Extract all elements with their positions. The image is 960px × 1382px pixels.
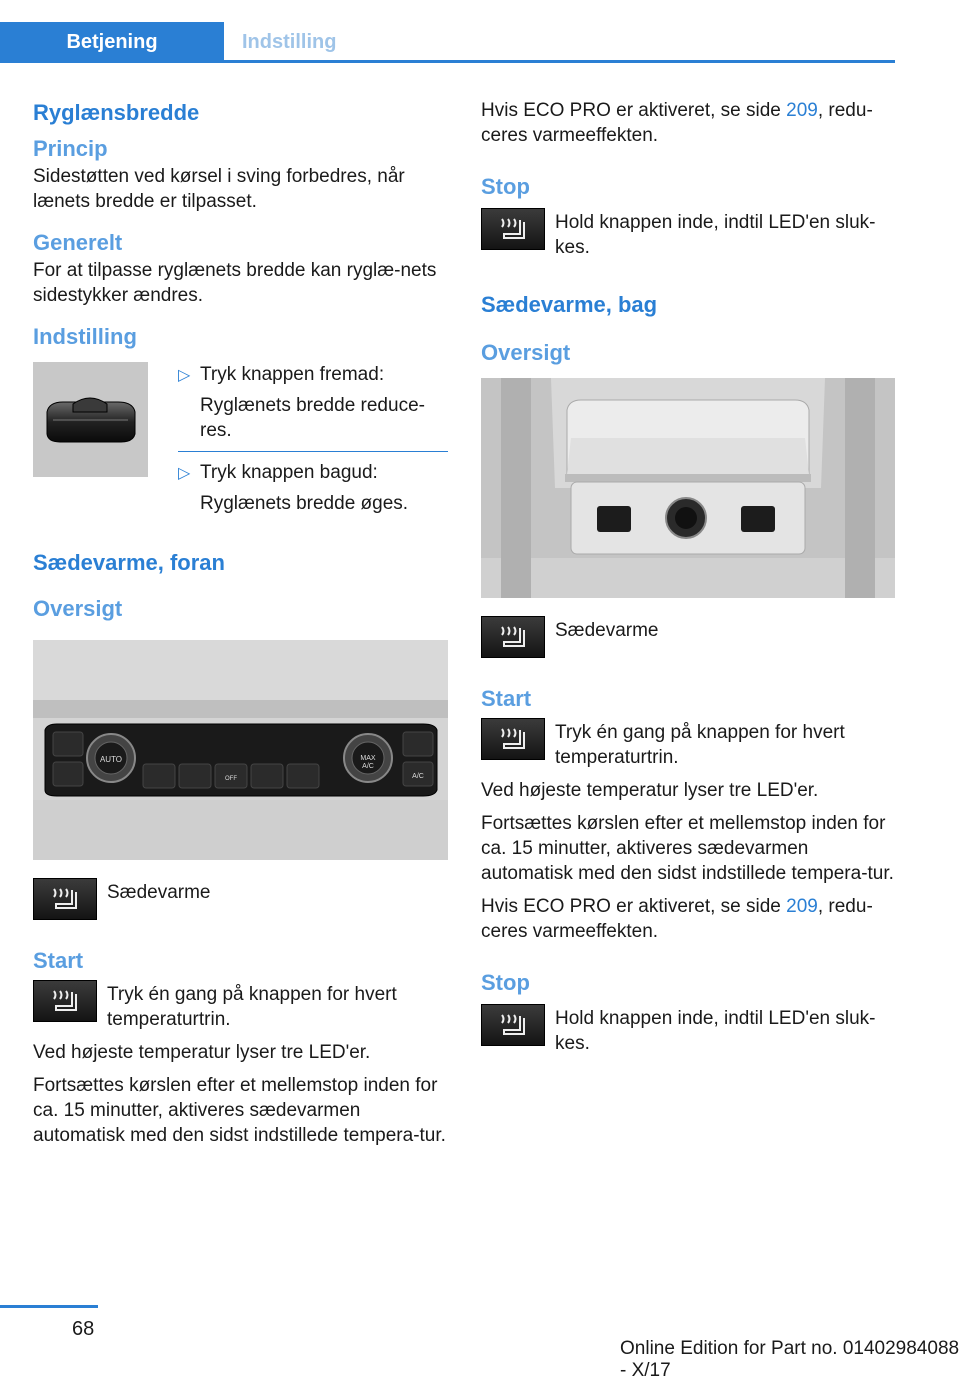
seat-heating-icon bbox=[481, 1004, 545, 1046]
generelt-text: For at tilpasse ryglænets bredde kan ryglæ-nets sidestykker ændres. bbox=[33, 260, 437, 306]
seat-heating-icon bbox=[33, 878, 97, 920]
subheading-oversigt-foran: Oversigt bbox=[33, 596, 123, 621]
princip-text: Sidestøtten ved kørsel i sving forbedres, når lænets bredde er tilpasset. bbox=[33, 166, 405, 212]
subheading-oversigt-bag: Oversigt bbox=[481, 340, 571, 365]
panel-label-off: OFF bbox=[225, 776, 237, 782]
triangle-bullet-icon: ▷ bbox=[178, 465, 191, 482]
edition-note: Online Edition for Part no. 01402984088 - X/17 bbox=[620, 1338, 960, 1381]
rear-start-led-text: Ved højeste temperatur lyser tre LED'er. bbox=[481, 780, 819, 801]
seat-heating-caption: Sædevarme bbox=[107, 882, 211, 903]
eco-pro-note: Hvis ECO PRO er aktiveret, se side 209, redu-ceres varmeeffekten. bbox=[481, 100, 873, 146]
rear-seat-heating-caption-row bbox=[481, 616, 895, 658]
section-title-saedevarme-bag: Sædevarme, bag bbox=[481, 292, 658, 317]
rear-seat-heating-photo bbox=[481, 378, 895, 598]
seat-heating-icon bbox=[481, 718, 545, 760]
rear-start-instruction-text: Tryk én gang på knappen for hvert temperaturtrin. bbox=[555, 722, 845, 768]
subheading-generelt: Generelt bbox=[33, 230, 123, 255]
triangle-bullet-icon: ▷ bbox=[178, 367, 191, 384]
panel-label-ac2: A/C bbox=[412, 773, 424, 780]
panel-label-max: MAX bbox=[360, 755, 376, 762]
page-number: 68 bbox=[72, 1318, 95, 1340]
start-led-text: Ved højeste temperatur lyser tre LED'er. bbox=[33, 1042, 371, 1063]
rear-start-resume-text: Fortsættes kørslen efter et mellemstop inden for ca. 15 minutter, aktiveres sædevarmen automatisk med den sidst indstillede tempera-tur. bbox=[481, 813, 894, 884]
rear-eco-pro-note: Hvis ECO PRO er aktiveret, se side 209, redu-ceres varmeeffekten. bbox=[481, 896, 873, 942]
seat-heating-icon bbox=[33, 980, 97, 1022]
subheading-stop-foran: Stop bbox=[481, 174, 530, 199]
rear-start-instruction-row bbox=[481, 718, 895, 770]
footer-divider bbox=[0, 1305, 98, 1308]
page-link-209-rear[interactable]: 209 bbox=[786, 896, 818, 917]
seat-width-button-illustration bbox=[33, 362, 148, 477]
subheading-princip: Princip bbox=[33, 136, 108, 161]
left-column bbox=[33, 98, 448, 1148]
panel-label-auto: AUTO bbox=[99, 755, 123, 764]
subheading-stop-bag: Stop bbox=[481, 970, 530, 995]
subheading-start-bag: Start bbox=[481, 686, 532, 711]
front-climate-panel-photo bbox=[33, 640, 448, 860]
right-column bbox=[481, 98, 895, 1056]
rear-stop-instruction-row bbox=[481, 1004, 895, 1056]
subheading-indstilling: Indstilling bbox=[33, 324, 137, 349]
start-instruction-text: Tryk én gang på knappen for hvert temperaturtrin. bbox=[107, 984, 397, 1030]
start-instruction-row bbox=[33, 980, 448, 1032]
stop-instruction-text: Hold knappen inde, indtil LED'en sluk-kes. bbox=[555, 212, 876, 258]
stop-instruction-row bbox=[481, 208, 895, 260]
seat-heating-icon bbox=[481, 616, 545, 658]
chapter-tabs bbox=[0, 22, 336, 62]
list-divider bbox=[178, 451, 448, 452]
tab-betjening[interactable]: Betjening bbox=[0, 22, 224, 62]
section-title-saedevarme-foran: Sædevarme, foran bbox=[33, 550, 225, 575]
rear-stop-instruction-text: Hold knappen inde, indtil LED'en sluk-kes. bbox=[555, 1008, 876, 1054]
section-title-ryglaensbredde: Ryglænsbredde bbox=[33, 100, 200, 125]
rocker-button-icon bbox=[43, 390, 138, 450]
seat-heating-icon bbox=[481, 208, 545, 250]
tab-indstilling[interactable]: Indstilling bbox=[242, 30, 337, 53]
rear-seat-heating-caption: Sædevarme bbox=[555, 620, 659, 641]
list-item: ▷ Tryk knappen fremad: Ryglænets bredde reduce-res. bbox=[178, 364, 425, 441]
seat-heating-caption-row bbox=[33, 878, 448, 920]
panel-label-ac: A/C bbox=[362, 763, 374, 770]
list-item: ▷ Tryk knappen bagud: Ryglænets bredde øges. bbox=[178, 462, 409, 514]
start-resume-text: Fortsættes kørslen efter et mellemstop inden for ca. 15 minutter, aktiveres sædevarmen automatisk med den sidst indstillede tempera-tur. bbox=[33, 1075, 446, 1146]
page-link-209[interactable]: 209 bbox=[786, 100, 818, 121]
indstilling-list bbox=[178, 362, 448, 516]
header-divider bbox=[0, 60, 895, 63]
indstilling-block bbox=[33, 362, 448, 516]
subheading-start-foran: Start bbox=[33, 948, 84, 973]
